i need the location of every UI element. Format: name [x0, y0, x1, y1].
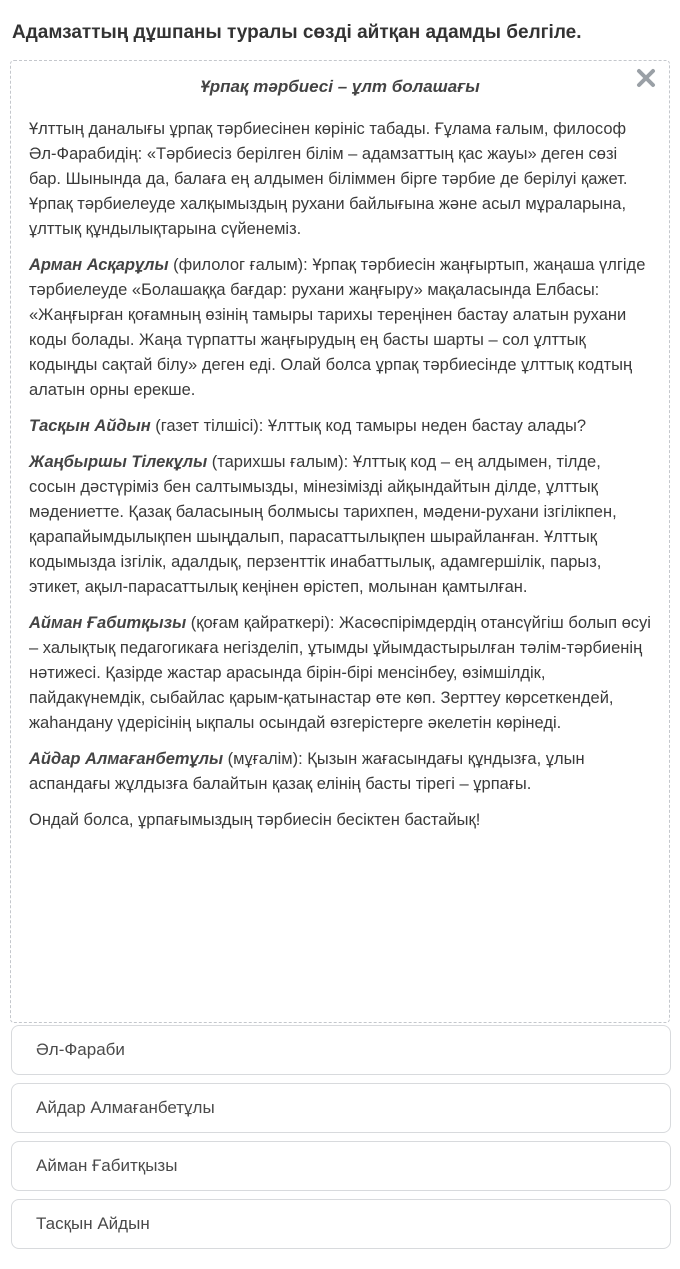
speaker-text: Ұлттық код тамыры неден бастау алады? — [267, 417, 587, 435]
speaker-role: (мұғалім): — [223, 750, 308, 768]
speaker-text: Ұрпақ тәрбиесін жаңғыртып, жаңаша үлгіде тәрбиелеуде «Болашаққа бағдар: рухани жаңғыру» мақаласында Елбасы: «Жаңғырған қоғамның өзінің тамыры тарихы тереңінен бастау алатын рухани коды болады. Жаңа түрпатты жаңғырудың ең басты шарты – сол ұлттық кодыңды сақтай білу» деген еді. Олай болса ұрпақ тәрбиесінде ұлттық кодтың алатын орны ерекше. — [29, 256, 646, 399]
answer-options — [11, 1025, 671, 1257]
speaker-name: Жаңбыршы Тілекұлы — [29, 453, 208, 471]
reading-passage-card — [10, 60, 670, 1023]
speaker-text: Қызын жағасындағы құндызға, ұлын аспандағы жұлдызға балайтын қазақ елінің басты тірегі – ұрпағы. — [29, 750, 585, 793]
answer-option[interactable]: Айдар Алмағанбетұлы — [11, 1083, 671, 1133]
speaker-paragraph — [29, 450, 651, 600]
speaker-name: Тасқын Айдын — [29, 417, 151, 435]
passage-title: Ұрпақ тәрбиесі – ұлт болашағы — [200, 77, 480, 96]
answer-option[interactable]: Айман Ғабитқызы — [11, 1141, 671, 1191]
speaker-name: Айман Ғабитқызы — [29, 614, 187, 632]
answer-option[interactable]: Әл-Фараби — [11, 1025, 671, 1075]
speaker-role: (қоғам қайраткері): — [186, 614, 340, 632]
speaker-name: Арман Асқарұлы — [29, 256, 169, 274]
answer-option[interactable]: Тасқын Айдын — [11, 1199, 671, 1249]
passage-outro: Ондай болса, ұрпағымыздың тәрбиесін бесіктен бастайық! — [29, 811, 481, 829]
question-title: Адамзаттың дұшпаны туралы сөзді айтқан адамды белгіле. — [12, 22, 582, 43]
speaker-text: Ұлттық код – ең алдымен, тілде, сосын дәстүріміз бен салтымызды, мінезімізді айқындайтын ділде, ұлттық мәдениетте. Қазақ баласының болмысы тарихпен, мәдени-рухани ізгілікпен, қарапайымдылықпен шыңдалып, парасаттылықпен шырайланған. Ұлттық кодымызда ізгілік, адалдық, перзенттік инабаттылық, адамгершілік, парыз, этикет, ақыл-парасаттылық кеңінен өрістеп, молынан қамтылған. — [29, 453, 617, 596]
speaker-paragraph — [29, 747, 651, 797]
close-icon[interactable] — [635, 67, 657, 89]
speaker-role: (филолог ғалым): — [168, 256, 313, 274]
speaker-role: (тарихшы ғалым): — [207, 453, 353, 471]
speaker-paragraph — [29, 611, 651, 736]
speaker-text: Жасөспірімдердің отансүйгіш болып өсуі – халықтық педагогикаға негізделіп, ұтымды ұйымдастырылған тәлім-тәрбиенің нәтижесі. Қазірде жастар арасында бірін-бірі менсінбеу, өзімшілдік, пайдакүнемдік, сыбайлас қарым-қатынастар өте көп. Зерттеу көрсеткендей, жаһандану үдерісінің ықпалы осындай өзгерістерге әкелетін көрінеді. — [29, 614, 651, 732]
passage-intro: Ұлттың даналығы ұрпақ тәрбиесінен көрініс табады. Ғұлама ғалым, философ Әл-Фарабидің: «Тәрбиесіз берілген білім – адамзаттың қас жауы» деген сөзі бар. Шынында да, балаға ең алдымен біліммен бірге тәрбие де берілуі қажет. Ұрпақ тәрбиелеуде халқымыздың рухани байлығына және асыл мұраларына, ұлттық құндылықтарына сүйенеміз. — [29, 120, 628, 238]
speaker-name: Айдар Алмағанбетұлы — [29, 750, 224, 768]
speaker-role: (газет тілшісі): — [150, 417, 268, 435]
speaker-paragraph — [29, 253, 651, 403]
speaker-paragraph — [29, 414, 651, 439]
